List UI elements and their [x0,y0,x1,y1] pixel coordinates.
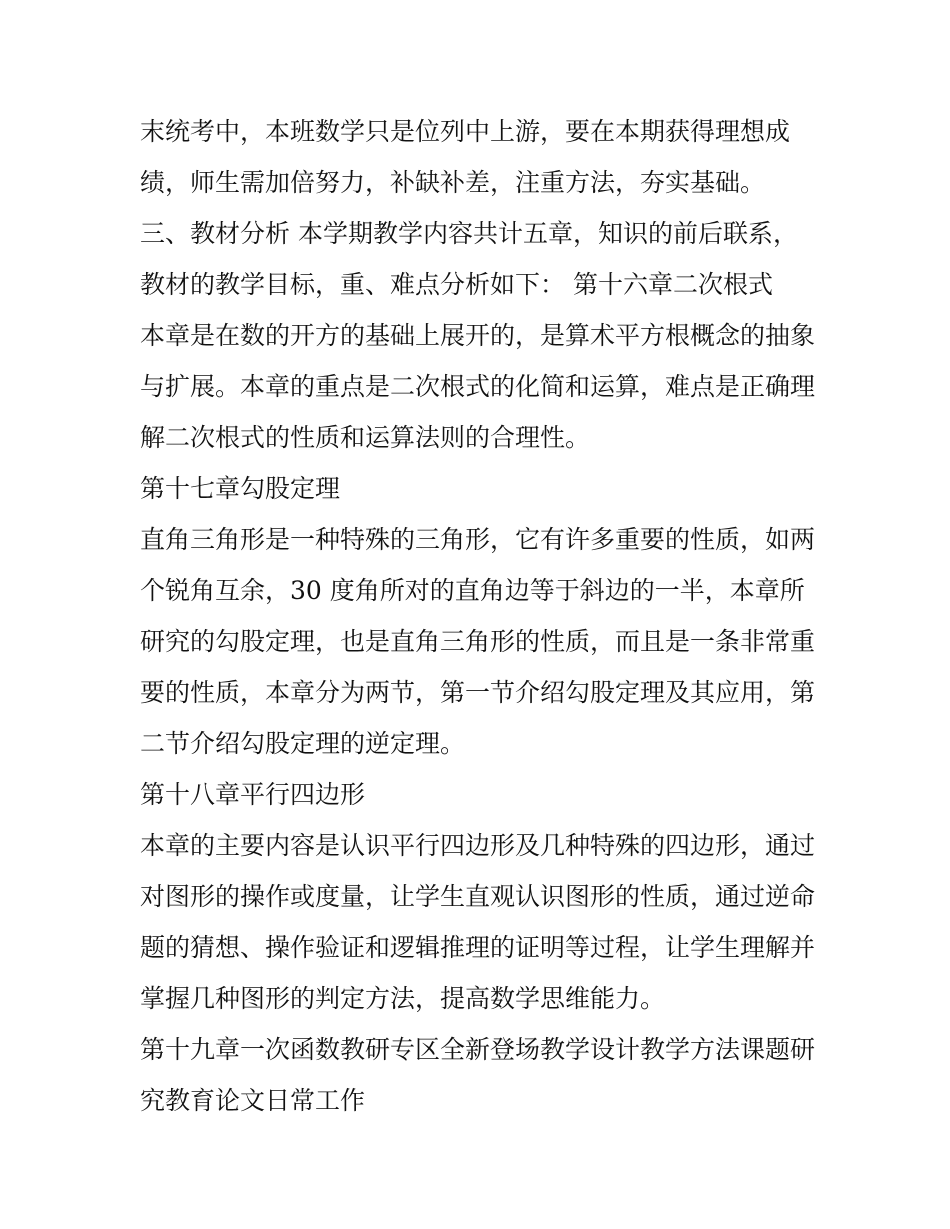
text-line: 绩，师生需加倍努力，补缺补差，注重方法，夯实基础。 [140,168,766,197]
text-line: 本章是在数的开方的基础上展开的，是算术平方根概念的抽象 [140,321,816,350]
text-line: 究教育论文日常工作 [140,1086,366,1115]
text-line: 对图形的操作或度量，让学生直观认识图形的性质，通过逆命 [140,882,816,911]
text-line: 直角三角形是一种特殊的三角形，它有许多重要的性质，如两 [140,525,816,554]
text-line: 与扩展。本章的重点是二次根式的化简和运算，难点是正确理 [140,372,816,401]
section-heading-textbook-analysis: 三、教材分析 本学期教学内容共计五章，知识的前后联系， [140,219,798,248]
chapter-heading-19: 第十九章一次函数教研专区全新登场教学设计教学方法课题研 [140,1035,816,1064]
text-line: 二节介绍勾股定理的逆定理。 [140,729,466,758]
text-line: 掌握几种图形的判定方法，提高数学思维能力。 [140,984,666,1013]
text-line: 个锐角互余，30 度角所对的直角边等于斜边的一半，本章所 [140,576,805,605]
text-line: 题的猜想、操作验证和逻辑推理的证明等过程，让学生理解并 [140,933,816,962]
text-line: 研究的勾股定理，也是直角三角形的性质，而且是一条非常重 [140,627,816,656]
text-line: 教材的教学目标，重、难点分析如下： 第十六章二次根式 [140,270,773,299]
document-body [140,106,820,1126]
chapter-heading-18: 第十八章平行四边形 [140,780,366,809]
text-line: 本章的主要内容是认识平行四边形及几种特殊的四边形，通过 [140,831,816,860]
chapter-heading-17: 第十七章勾股定理 [140,474,341,503]
text-line: 末统考中，本班数学只是位列中上游，要在本期获得理想成 [140,117,791,146]
text-line: 要的性质，本章分为两节，第一节介绍勾股定理及其应用，第 [140,678,816,707]
text-line: 解二次根式的性质和运算法则的合理性。 [140,423,591,452]
